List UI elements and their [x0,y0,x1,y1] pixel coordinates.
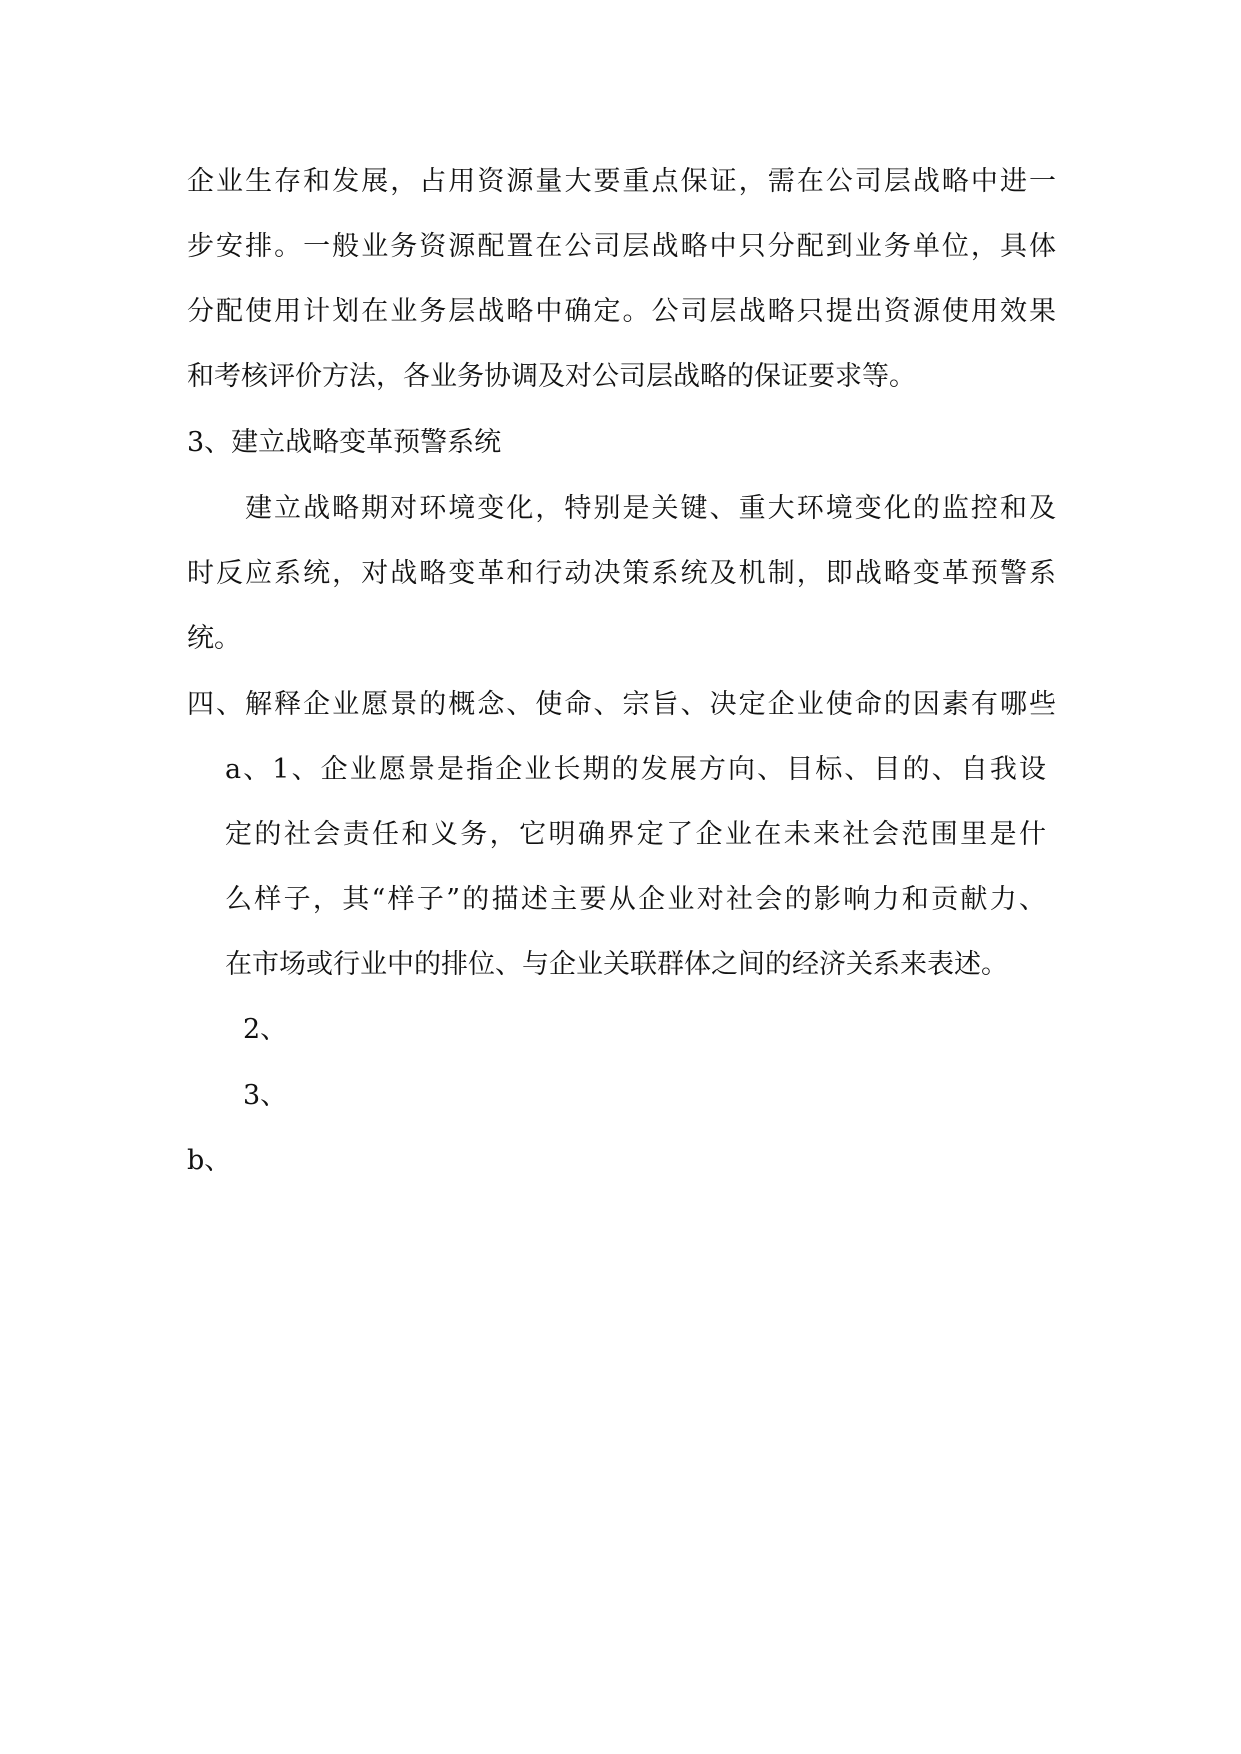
answer-text-line: a、1、企业愿景是指企业长期的发展方向、目标、目的、自我设 [225,754,1046,785]
answer-text-line: 在市场或行业中的排位、与企业关联群体之间的经济关系来表述。 [225,949,1008,980]
answer-text-line: 定的社会责任和义务，它明确界定了企业在未来社会范围里是什 [225,819,1046,850]
body-text-line: 分配使用计划在业务层战略中确定。公司层战略只提出资源使用效果 [187,296,1056,327]
list-item-number: 3、 [243,1080,288,1111]
body-text-line: 步安排。一般业务资源配置在公司层战略中只分配到业务单位，具体 [187,231,1056,262]
body-text-line: 统。 [187,623,241,654]
question-heading: 四、解释企业愿景的概念、使命、宗旨、决定企业使命的因素有哪些 [187,689,1056,720]
body-text-line: 时反应系统，对战略变革和行动决策系统及机制，即战略变革预警系 [187,558,1056,589]
body-text-line: 和考核评价方法，各业务协调及对公司层战略的保证要求等。 [187,361,916,392]
list-item-number: 2、 [243,1014,288,1045]
list-item-letter: b、 [187,1145,232,1176]
body-text-line: 建立战略期对环境变化，特别是关键、重大环境变化的监控和及 [245,493,1056,524]
section-heading: 3、建立战略变革预警系统 [187,427,502,458]
body-text-line: 企业生存和发展，占用资源量大要重点保证，需在公司层战略中进一 [187,166,1056,197]
answer-text-line: 么样子，其“样子”的描述主要从企业对社会的影响力和贡献力、 [225,884,1046,915]
